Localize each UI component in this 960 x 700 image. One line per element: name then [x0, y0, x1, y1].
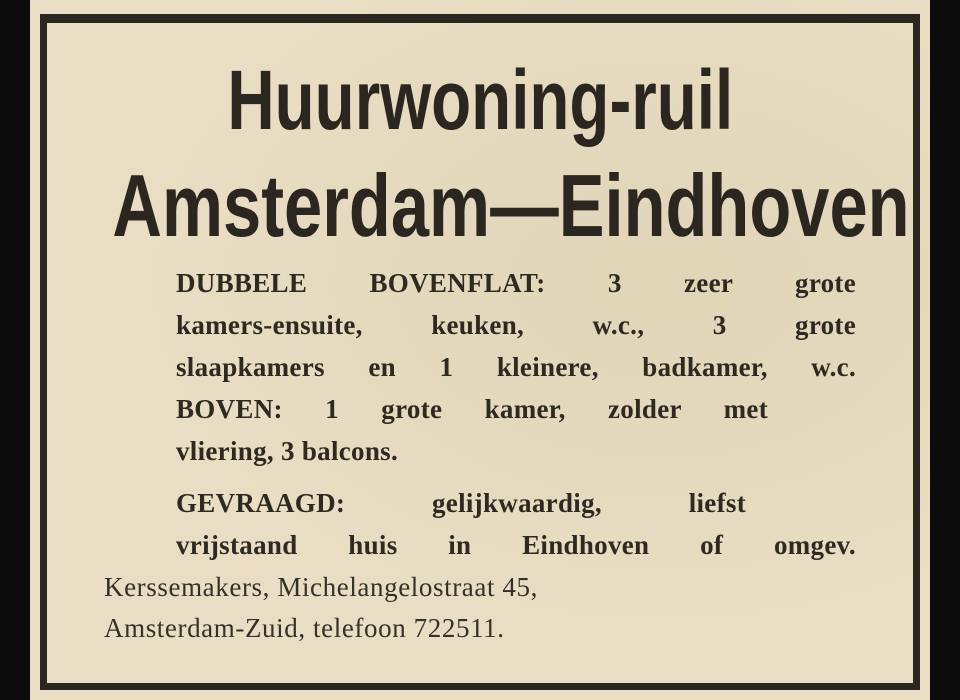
- body-line: vrijstaand huis in Eindhoven of omgev.: [176, 530, 856, 560]
- address-line: Kerssemakers, Michelangelostraat 45,: [104, 572, 538, 602]
- body-line: kamers-ensuite, keuken, w.c., 3 grote: [176, 310, 856, 340]
- body-line: GEVRAAGD: gelijkwaardig, liefst: [176, 488, 746, 518]
- ad-title: [0, 52, 960, 149]
- body-line: DUBBELE BOVENFLAT: 3 zeer grote: [176, 268, 856, 298]
- title-line-1: Huurwoning-ruil: [227, 53, 733, 147]
- body-line: BOVEN: 1 grote kamer, zolder met: [176, 394, 768, 424]
- address-line: Amsterdam-Zuid, telefoon 722511.: [104, 613, 505, 643]
- body-line: vliering, 3 balcons.: [176, 436, 399, 466]
- title-line-2: Amsterdam—Eindhoven: [112, 156, 910, 255]
- ad-subtitle: [0, 155, 960, 257]
- body-line: slaapkamers en 1 kleinere, badkamer, w.c.: [176, 352, 856, 382]
